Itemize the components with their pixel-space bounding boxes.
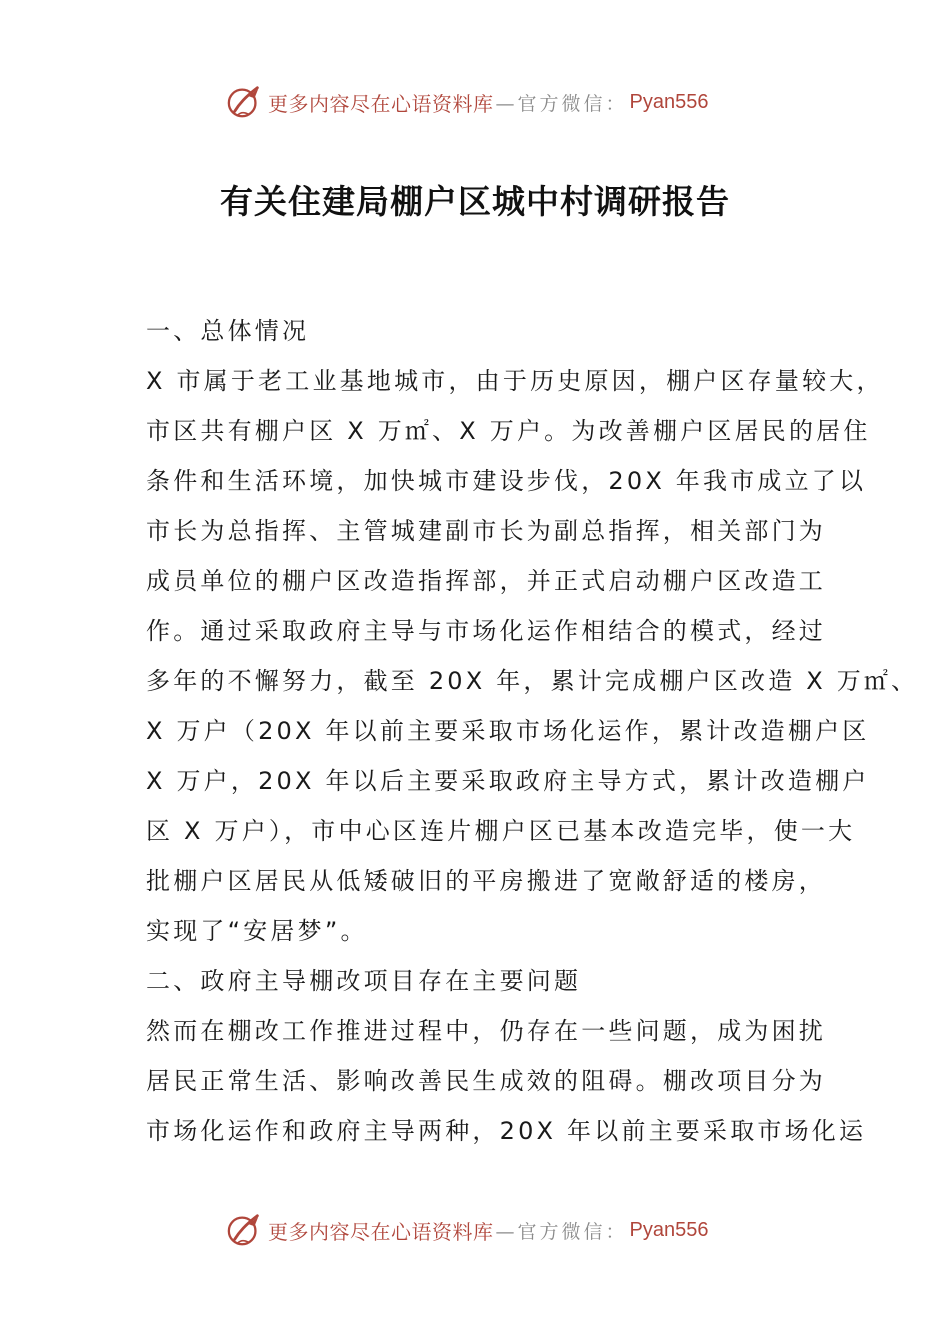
body-line: X 万户，20X 年以后主要采取政府主导方式，累计改造棚户: [146, 767, 870, 795]
banner-wechat-id: Pyan556: [629, 90, 709, 113]
body-line: 条件和生活环境，加快城市建设步伐，20X 年我市成立了以: [146, 467, 867, 495]
section-heading: 一、总体情况: [146, 317, 310, 345]
body-line: 作。通过采取政府主导与市场化运作相结合的模式，经过: [146, 617, 826, 645]
banner-wechat-id: Pyan556: [629, 1218, 709, 1241]
banner-official-label: —官方微信：: [495, 92, 628, 115]
body-line: X 万户（20X 年以前主要采取市场化运作，累计改造棚户区: [146, 717, 870, 745]
document-title: 有关住建局棚户区城中村调研报告: [220, 182, 730, 221]
banner-site-name: 更多内容尽在心语资料库: [268, 1219, 494, 1244]
body-line: X 市属于老工业基地城市，由于历史原因，棚户区存量较大，: [146, 367, 884, 395]
body-line: 批棚户区居民从低矮破旧的平房搬进了宽敞舒适的楼房，: [146, 867, 826, 895]
header-banner: [226, 82, 708, 122]
banner-official-label: —官方微信：: [495, 1220, 628, 1243]
pen-logo-icon: [226, 1211, 264, 1249]
body-line: 市长为总指挥、主管城建副市长为副总指挥，相关部门为: [146, 517, 826, 545]
body-line: 然而在棚改工作推进过程中，仍存在一些问题，成为困扰: [146, 1017, 826, 1045]
body-line: 实现了“安居梦”。: [146, 917, 368, 945]
section-heading: 二、政府主导棚改项目存在主要问题: [146, 967, 582, 995]
body-line: 区 X 万户），市中心区连片棚户区已基本改造完毕，使一大: [146, 817, 856, 845]
pen-logo-icon: [226, 83, 264, 121]
body-line: 成员单位的棚户区改造指挥部，并正式启动棚户区改造工: [146, 567, 826, 595]
footer-banner: [226, 1210, 708, 1250]
body-line: 多年的不懈努力，截至 20X 年，累计完成棚户区改造 X 万㎡、: [146, 667, 919, 695]
document-body: [146, 306, 919, 1156]
body-line: 市区共有棚户区 X 万㎡、X 万户。为改善棚户区居民的居住: [146, 417, 871, 445]
banner-site-name: 更多内容尽在心语资料库: [268, 91, 494, 116]
body-line: 市场化运作和政府主导两种，20X 年以前主要采取市场化运: [146, 1117, 867, 1145]
body-line: 居民正常生活、影响改善民生成效的阻碍。棚改项目分为: [146, 1067, 826, 1095]
